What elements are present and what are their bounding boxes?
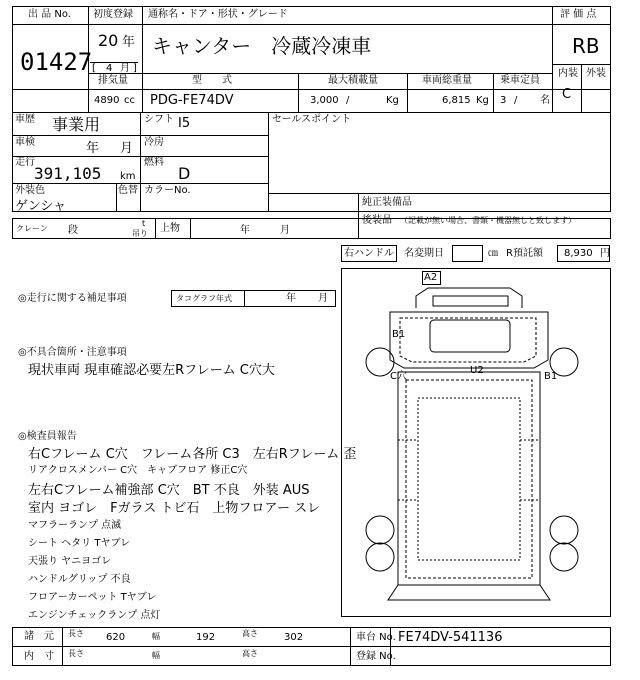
model-code: PDG-FE74DV (150, 93, 234, 108)
genuine-equipment-label: 純正装備品 (362, 197, 412, 208)
capacity-label: 乗車定員 (500, 75, 540, 86)
report-line: シート ヘタリ Tヤブレ (28, 538, 131, 549)
inspection-year: 年 (86, 141, 100, 156)
model-label: 型 式 (192, 75, 232, 86)
gross-weight-label: 車両総重量 (422, 75, 472, 86)
r-deposit-value: 8,930 (564, 248, 593, 259)
inner-dims-label: 内 寸 (24, 651, 54, 662)
diagram-mark-a2: A2 (424, 272, 438, 283)
report-line: 室内 ヨゴレ Fガラス トビ石 上物フロアー スレ (28, 501, 321, 516)
r-deposit-unit: 円 (600, 248, 610, 259)
ac-label: 冷房 (144, 137, 164, 148)
report-line: ハンドルグリップ 不良 (28, 574, 131, 585)
reg-year-unit: 年 (122, 35, 136, 50)
report-line: リアクロスメンバー C穴 キャブフロア 修正C穴 (28, 465, 248, 476)
width-label: 幅 (152, 632, 160, 641)
shift-value: I5 (178, 116, 191, 131)
displacement-value: 4890 (94, 95, 120, 106)
gross-weight-value: 6,815 (442, 95, 471, 106)
r-deposit-label: R預託額 (506, 248, 543, 259)
reg-year: 20 (98, 31, 119, 50)
height-value: 302 (284, 632, 304, 643)
tachograph-label: タコグラフ年式 (176, 294, 232, 303)
inspector-report-header: ◎検査員報告 (18, 431, 77, 442)
height-label: 高さ (242, 629, 258, 638)
diagram-mark-b1-left: B1 (392, 329, 406, 340)
report-line: エンジンチェックランプ 点灯 (28, 610, 161, 621)
capacity-value: 3 (500, 95, 507, 106)
interior-grade: C (562, 87, 572, 102)
rhd-badge: 右ハンドル (344, 248, 394, 259)
max-load-unit: Kg (386, 95, 399, 106)
registration-label: 登録 No. (356, 651, 396, 662)
inner-length-label: 長さ (68, 649, 84, 658)
length-label: 長さ (68, 629, 84, 638)
diagram-mark-b1-right: B1 (544, 371, 558, 382)
reg-month: 4 (106, 63, 113, 74)
history-label: 車歴 (15, 114, 35, 125)
displacement-unit: cc (124, 95, 135, 106)
tachograph-month: 月 (318, 293, 328, 304)
crane-label: クレーン (16, 224, 48, 233)
inspection-month: 月 (120, 141, 134, 156)
overall-rating: RB (572, 34, 600, 58)
report-line: マフラーランプ 点滅 (28, 520, 122, 531)
fuel-value: D (178, 164, 191, 183)
width-value: 192 (196, 632, 216, 643)
inner-height-label: 高さ (242, 649, 258, 658)
exterior-label: 外装 (586, 68, 606, 79)
reg-month-unit: 月 (120, 63, 130, 74)
mileage-unit: km (120, 171, 136, 182)
inner-width-label: 幅 (152, 651, 160, 660)
diagram-mark-c-hole: C穴 (390, 371, 407, 382)
length-value: 620 (106, 632, 126, 643)
tachograph-year: 年 (286, 293, 296, 304)
aftermarket-note: （記載が無い場合、書類・機器無しと致します） (400, 216, 576, 225)
mileage-value: 391,105 (34, 164, 102, 183)
report-line: 左右Cフレーム補強部 C穴 BT 不良 外装 AUS (28, 483, 310, 498)
crane-ton: t (142, 219, 146, 228)
crane-stage: 段 (68, 225, 78, 236)
max-load-label: 最大積載量 (328, 75, 378, 86)
upper-label: 上物 (160, 223, 180, 234)
ext-color-value: ゲンシャ (15, 199, 67, 214)
lot-no-label: 出 品 No. (28, 9, 71, 20)
vehicle-diagram (366, 272, 578, 601)
color-code-label: 色替 (118, 185, 138, 196)
lot-number: 01427 (20, 48, 93, 76)
max-load-value: 3,000 (310, 95, 339, 106)
chassis-label: 車台 No. (356, 632, 396, 643)
capacity-unit: 名 (540, 95, 550, 106)
first-reg-label: 初度登録 (93, 9, 133, 20)
shift-label: シフト (144, 114, 174, 125)
displacement-label: 排気量 (98, 75, 128, 86)
ext-color-label: 外装色 (15, 185, 45, 196)
fuel-label: 燃料 (144, 157, 164, 168)
vehicle-title: キャンター 冷蔵冷凍車 (152, 34, 372, 58)
gross-weight-unit: Kg (476, 95, 489, 106)
color-no-label: カラーNo. (144, 185, 191, 196)
tax-label: ㎝ (488, 248, 498, 259)
report-line: 天張り ヤニヨゴレ (28, 556, 112, 567)
inspection-label: 車検 (15, 137, 35, 148)
model-grade-label: 通称名・ドア・形状・グレード (148, 9, 288, 20)
mileage-label: 走行 (15, 157, 35, 168)
chassis-number: FE74DV-541136 (398, 630, 503, 645)
upper-year: 年 (240, 225, 250, 236)
defects-text: 現状車両 現車確認必要左Rフレーム C穴大 (28, 363, 275, 378)
sales-point-label: セールスポイント (272, 114, 352, 125)
driving-notes-header: ◎走行に関する補足事項 (18, 293, 127, 304)
report-line: フロアーカーペット Tヤブレ (28, 592, 157, 603)
rating-label: 評 価 点 (560, 9, 597, 20)
dims-label: 諸 元 (24, 631, 54, 642)
interior-label: 内装 (558, 68, 578, 79)
history-value: 事業用 (52, 115, 101, 134)
diagram-mark-u2: U2 (470, 365, 484, 376)
upper-month: 月 (280, 225, 290, 236)
crane-hook: 吊り (132, 229, 148, 238)
aftermarket-label: 後装品 (362, 215, 392, 226)
name-change-label: 名変期日 (404, 248, 444, 259)
defects-header: ◎不具合箇所・注意事項 (18, 347, 127, 358)
report-line: 右Cフレーム C穴 フレーム各所 C3 左右Rフレーム 歪 (28, 447, 357, 462)
